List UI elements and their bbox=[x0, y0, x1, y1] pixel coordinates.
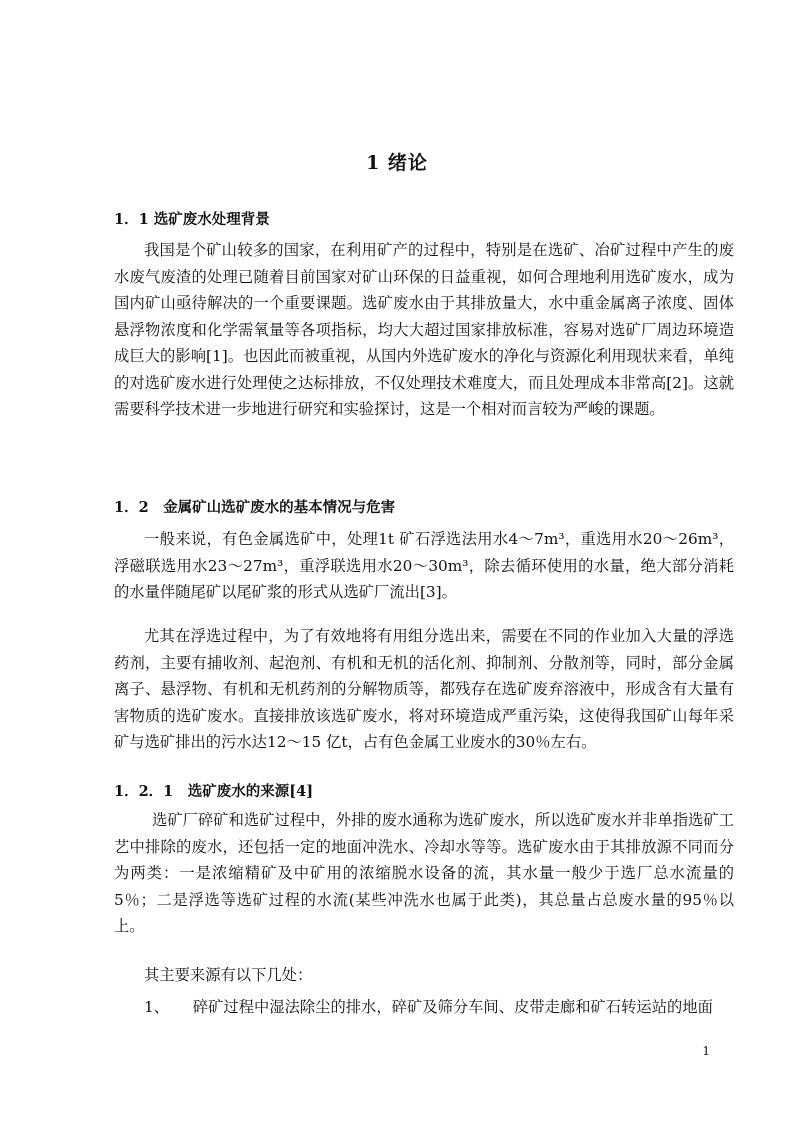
section-heading-1-2-1: 1．2．1 选矿废水的来源[4] bbox=[114, 783, 314, 800]
chapter-title: 1 绪论 bbox=[366, 152, 428, 174]
paragraph-wastewater-source: 选矿厂碎矿和选矿过程中，外排的废水通称为选矿废水，所以选矿废水并非单指选矿工艺中排除的废水，还包括一定的地面冲洗水、冷却水等等。选矿废水由于其排放源不同而分为两类：一是浓缩精矿及中矿用的浓缩脱水设备的流，其水量一般少于选厂总水流量的5％；二是浮选等选矿过程的水流(某些冲洗水也属于此类)，其总量占总废水量的95％以上。 bbox=[114, 811, 734, 935]
paragraph-water-usage: 一般来说，有色金属选矿中，处理1t 矿石浮选法用水4～7m³，重选用水20～26m³，浮磁联选用水23～27m³，重浮联选用水20～30m³，除去循环使用的水量，绝大部分消耗的水量伴随尾矿以尾矿浆的形式从选矿厂流出[3]。 bbox=[114, 530, 734, 601]
page-number: 1 bbox=[702, 1044, 710, 1058]
list-item-text: 碎矿过程中湿法除尘的排水，碎矿及筛分车间、皮带走廊和矿石转运站的地面 bbox=[192, 998, 713, 1016]
section-heading-1-1: 1．1 选矿废水处理背景 bbox=[114, 211, 270, 228]
section-heading-1-2: 1．2 金属矿山选矿废水的基本情况与危害 bbox=[114, 499, 396, 516]
paragraph-background: 我国是个矿山较多的国家，在利用矿产的过程中，特别是在选矿、冶矿过程中产生的废水废气废渣的处理已随着目前国家对矿山环保的日益重视，如何合理地利用选矿废水，成为国内矿山亟待解决的一个重要课题。选矿废水由于其排放量大，水中重金属离子浓度、固体悬浮物浓度和化学需氧量等各项指标，均大大超过国家排放标准，容易对选矿厂周边环境造成巨大的影响[1]。也因此而被重视，从国内外选矿废水的净化与资源化利用现状来看，单纯的对选矿废水进行处理使之达标排放，不仅处理技术难度大，而且处理成本非常高[2]。这就需要科学技术进一步地进行研究和实验探讨，这是一个相对而言较为严峻的课题。 bbox=[114, 241, 734, 418]
paragraph-main-sources: 其主要来源有以下几处： bbox=[144, 966, 313, 984]
paragraph-flotation: 尤其在浮选过程中，为了有效地将有用组分选出来，需要在不同的作业加入大量的浮选药剂，主要有捕收剂、起泡剂、有机和无机的活化剂、抑制剂、分散剂等，同时，部分金属离子、悬浮物、有机和无机药剂的分解物质等，都残存在选矿废弃溶液中，形成含有大量有害物质的选矿废水。直接排放该选矿废水，将对环境造成严重污染，这使得我国矿山每年采矿与选矿排出的污水达12～15 亿t，占有色金属工业废水的30％左右。 bbox=[114, 627, 734, 751]
list-item-number: 1、 bbox=[144, 998, 170, 1016]
list-item bbox=[144, 995, 734, 1017]
